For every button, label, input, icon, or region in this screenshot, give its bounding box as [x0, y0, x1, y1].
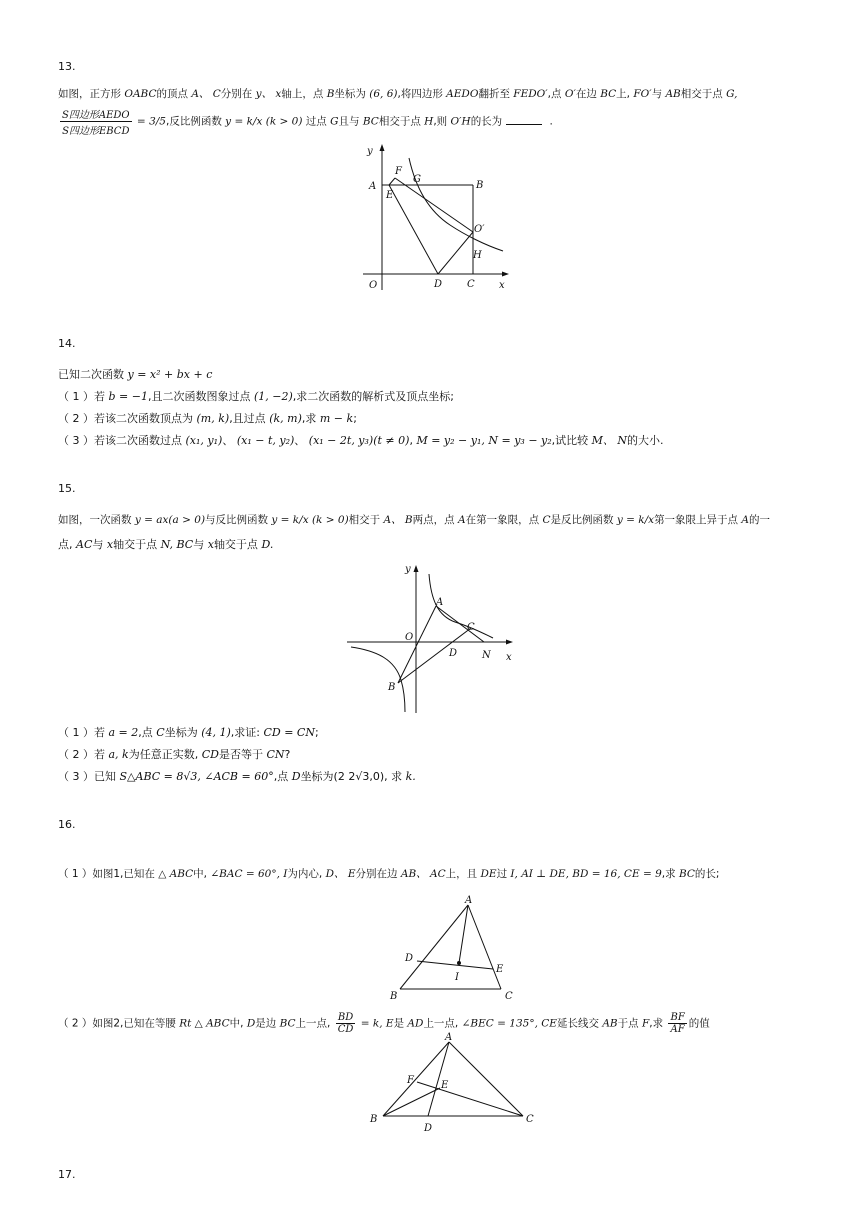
q13-label-A: A — [369, 181, 377, 192]
question-13-line-2: $\frac{\text{S四边形AEDO}}{\text{S四边形EBCD}}$ = 3/5,反比例函数 y = k/x (k > 0) 过点 G且与 BC相交于点 H,则 O′H的长为 . — [58, 106, 553, 137]
question-13-number: 13. — [58, 60, 76, 73]
q16-2-label-B: B — [370, 1114, 378, 1125]
q13-label-O: O — [369, 280, 378, 291]
q15-label-C: C — [467, 622, 475, 633]
q13-label-Oprime: O′ — [474, 224, 485, 235]
q13-label-y: y — [367, 146, 373, 157]
q16-1-label-I: I — [455, 972, 459, 983]
figure-q16-2 — [365, 1030, 545, 1138]
q16-2-label-A: A — [445, 1032, 453, 1043]
q15-label-x: x — [506, 652, 512, 663]
q16-2-label-E: E — [441, 1080, 449, 1091]
question-15-part-2: （ 2 ）若 a, k为任意正实数, CD是否等于 CN? — [58, 748, 291, 761]
question-14-intro: 已知二次函数 y = x² + bx + c — [58, 368, 213, 381]
q16-1-label-D: D — [405, 953, 414, 964]
q15-label-y: y — [405, 564, 411, 575]
q15-label-O: O — [405, 632, 414, 643]
question-15-line-2: 点, AC与 x轴交于点 N, BC与 x轴交于点 D. — [58, 538, 274, 551]
q16-2-label-F: F — [407, 1075, 414, 1086]
q16-2-label-D: D — [424, 1123, 433, 1134]
figure-q16-1 — [385, 893, 525, 1003]
question-16-number: 16. — [58, 818, 76, 831]
q13-label-x: x — [499, 280, 505, 291]
question-15-part-1: （ 1 ）若 a = 2,点 C坐标为 (4, 1),求证: CD = CN; — [58, 726, 319, 739]
figure-q13 — [355, 140, 515, 292]
q13-label-D: D — [434, 279, 443, 290]
q13-label-C: C — [467, 279, 475, 290]
question-15-part-3: （ 3 ）已知 S△ABC = 8√3, ∠ACB = 60°,点 D坐标为(2 2√3,0), 求 k. — [58, 770, 416, 783]
figure-q15 — [343, 560, 523, 715]
q15-label-B: B — [388, 682, 396, 693]
q13-label-G: G — [413, 174, 421, 185]
q13-label-B: B — [476, 180, 484, 191]
area-ratio-fraction: $\frac{\text{S四边形AEDO}}{\text{S四边形EBCD}}$ — [60, 106, 132, 137]
question-14-part-2: （ 2 ）若该二次函数顶点为 (m, k),且过点 (k, m),求 m − k; — [58, 412, 357, 425]
q16-1-label-B: B — [390, 991, 398, 1002]
question-16-part-2: （ 2 ）如图2,已知在等腰 Rt △ ABC中, D是边 BC上一点, $\frac{BD}{CD}$ = k, E是 AD上一点, ∠BEC = 135°, CE延长线交 AB于点 F,求 $\frac{BF}{AF}$ 的值 — [58, 1012, 710, 1035]
q15-label-A: A — [436, 597, 444, 608]
q15-label-N: N — [482, 650, 491, 661]
bd-cd-fraction: $\frac{BD}{CD}$ — [337, 1012, 354, 1035]
q16-1-label-C: C — [505, 991, 513, 1002]
q13-label-H: H — [473, 250, 482, 261]
question-14-part-3: （ 3 ）若该二次函数过点 (x₁, y₁)、 (x₁ − t, y₂)、 (x₁ − 2t, y₃)(t ≠ 0), M = y₂ − y₁, N = y₃ − y₂,试比较 M、 N的大小. — [58, 434, 664, 447]
q13-label-E: E — [386, 190, 394, 201]
question-14-number: 14. — [58, 337, 76, 350]
q15-label-D: D — [449, 648, 458, 659]
question-15-line-1: 如图，一次函数 y = ax(a > 0)与反比例函数 y = k/x (k > 0)相交于 A、 B两点，点 A在第一象限，点 C是反比例函数 y = k/x第一象限上异于点 A的一 — [58, 514, 770, 526]
question-13-line-1: 如图，正方形 OABC的顶点 A、 C分别在 y、 x轴上，点 B坐标为 (6, 6),将四边形 AEDO翻折至 FEDO′,点 O′在边 BC上, FO′与 AB相交于点 G, — [58, 88, 738, 100]
question-17-number: 17. — [58, 1168, 76, 1181]
answer-blank — [506, 124, 542, 125]
q16-1-label-A: A — [465, 895, 473, 906]
q16-2-label-C: C — [526, 1114, 534, 1125]
question-15-number: 15. — [58, 482, 76, 495]
q13-label-F: F — [395, 166, 402, 177]
question-14-part-1: （ 1 ）若 b = −1,且二次函数图象过点 (1, −2),求二次函数的解析式及顶点坐标; — [58, 390, 454, 403]
question-16-part-1: （ 1 ）如图1,已知在 △ ABC中, ∠BAC = 60°, I为内心, D、 E分别在边 AB、 AC上，且 DE过 I, AI ⊥ DE, BD = 16, CE = 9,求 BC的长; — [58, 868, 720, 880]
q16-1-label-E: E — [496, 964, 504, 975]
bf-af-fraction: $\frac{BF}{AF}$ — [670, 1012, 685, 1035]
